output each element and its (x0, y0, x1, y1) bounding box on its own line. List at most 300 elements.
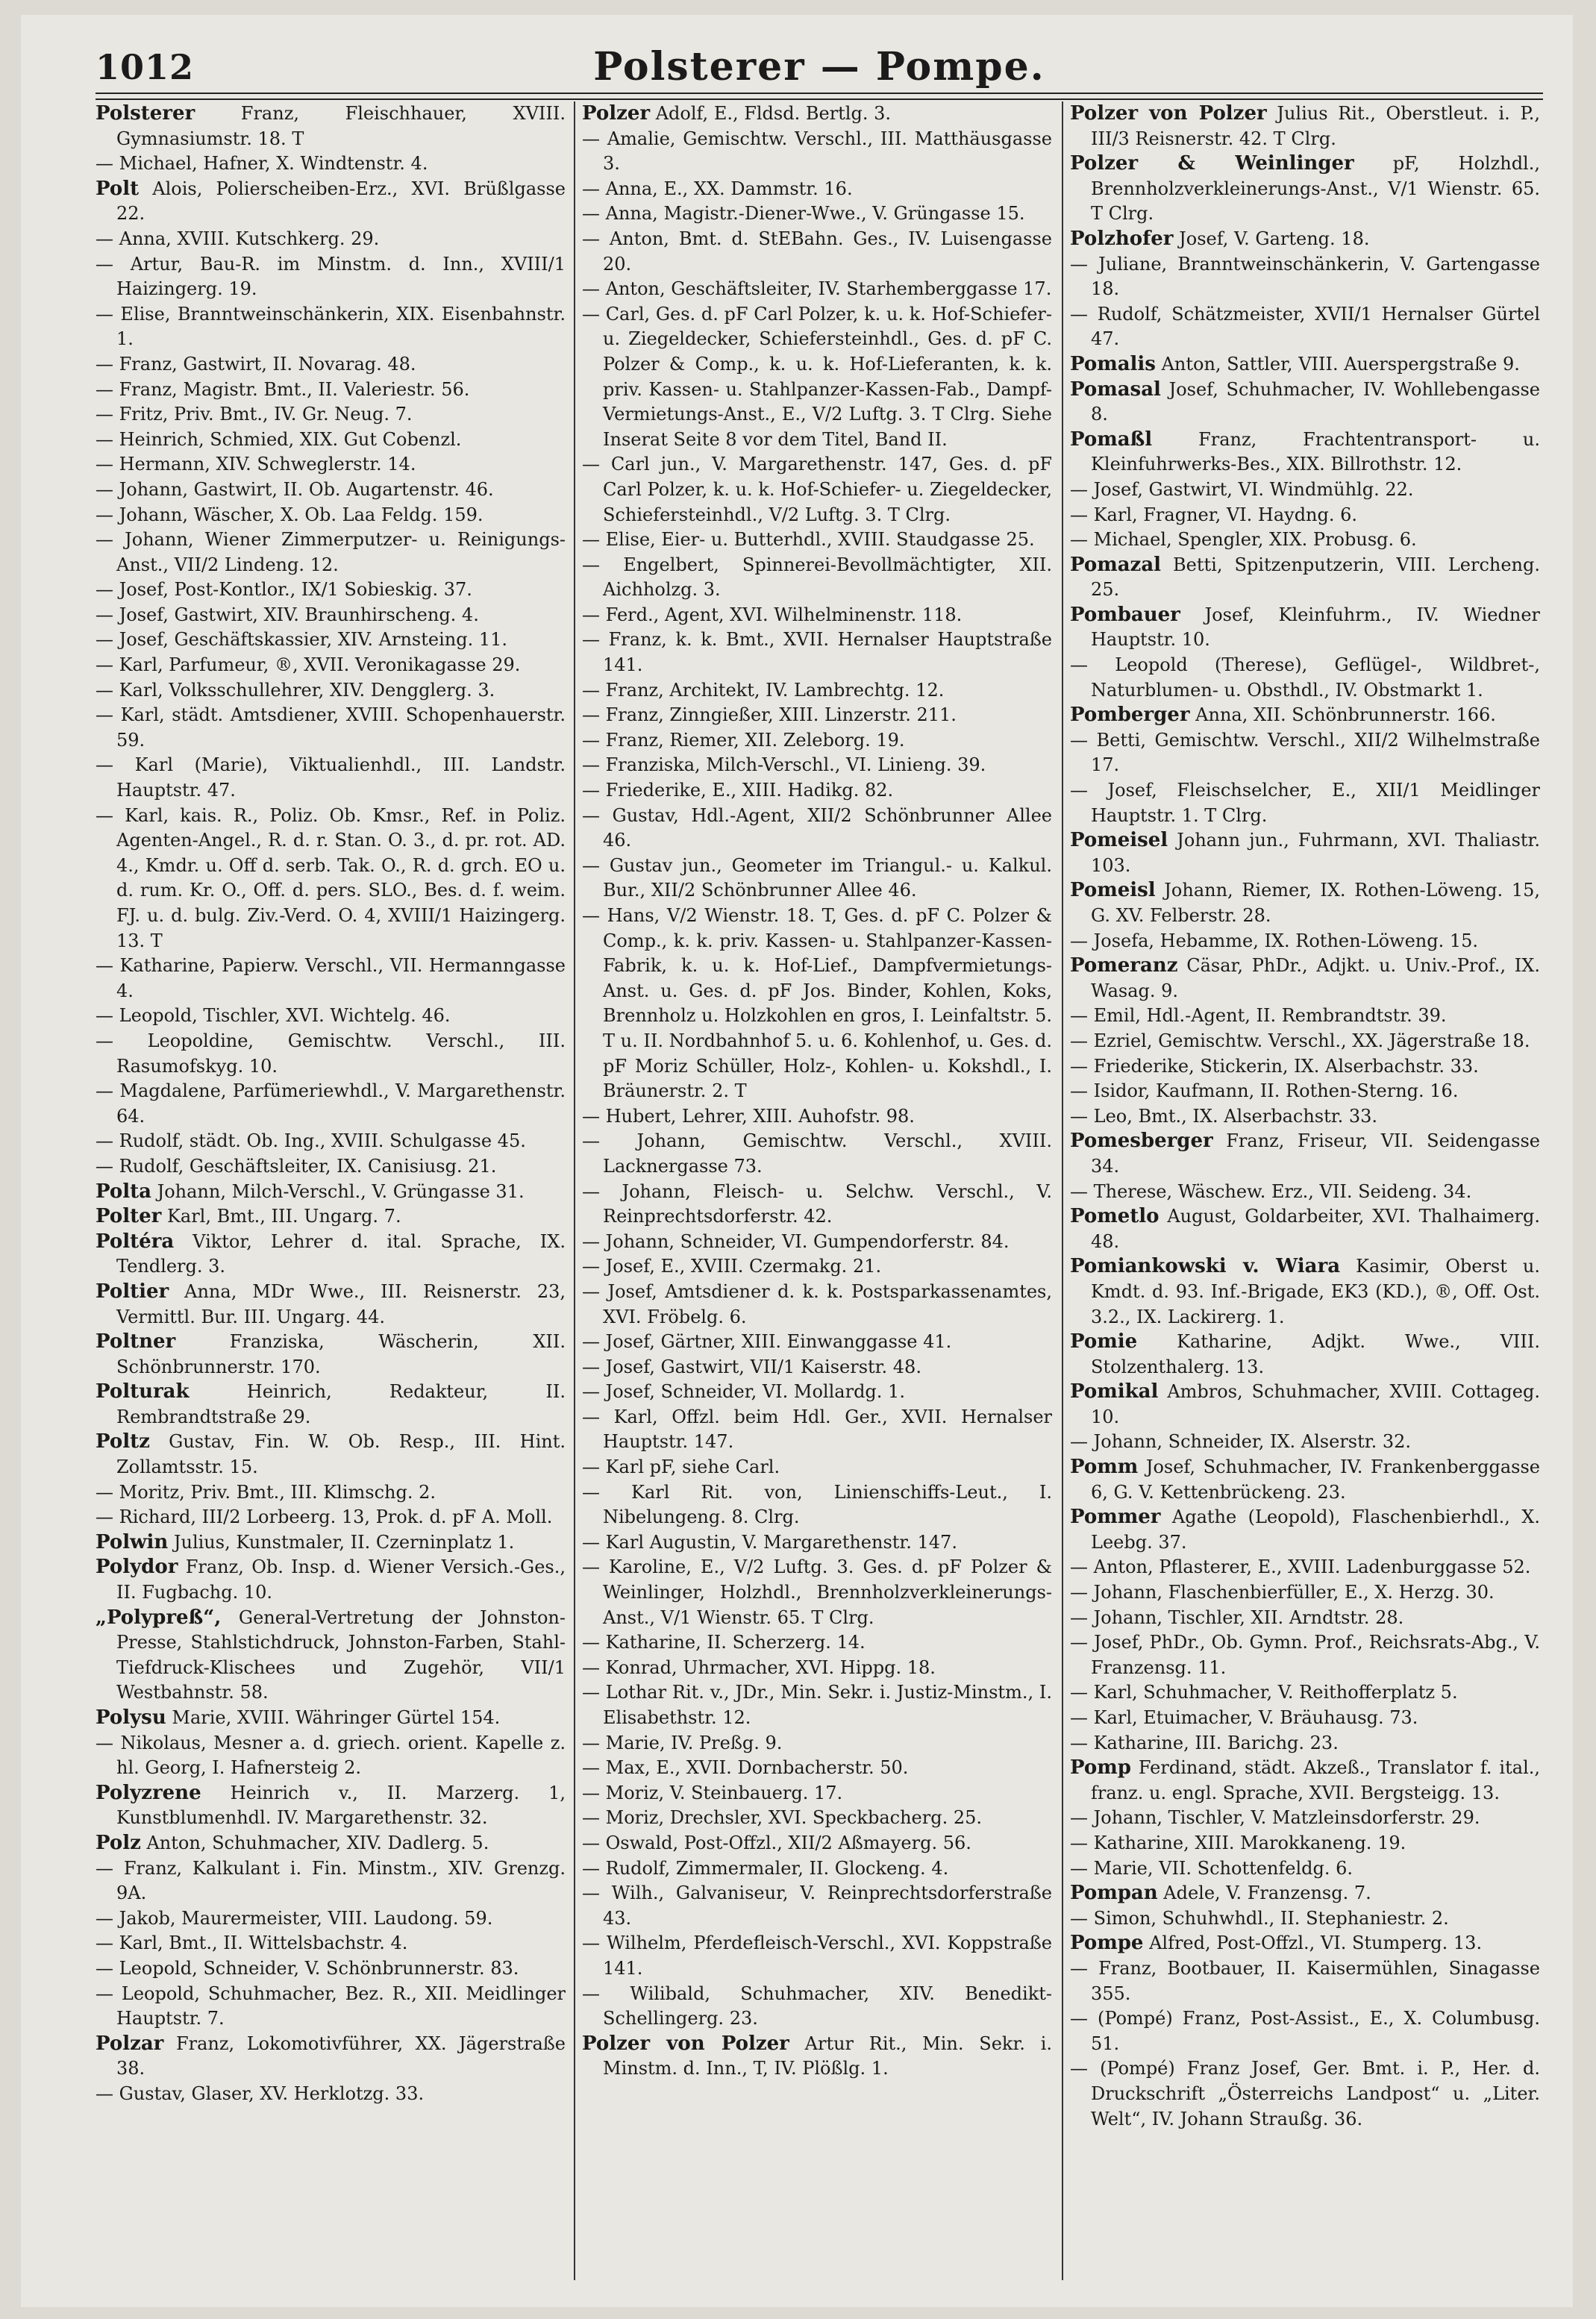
entry-surname: Pomeisl (1070, 879, 1156, 902)
entry-details: Franz, Fleischhauer, XVIII. Gymnasiumstr. 18. T (116, 103, 566, 149)
header-rule (96, 93, 1543, 100)
entry-details: — Josef, Geschäftskassier, XIV. Arnsteing. 11. (96, 629, 508, 651)
entry-surname: Pompe (1070, 1932, 1144, 1955)
directory-entry (582, 904, 1052, 1104)
entry-details: — Juliane, Branntweinschänkerin, V. Gartengasse 18. (1070, 253, 1540, 300)
directory-entry (582, 1254, 1052, 1280)
entry-surname: Pompan (1070, 1882, 1158, 1905)
entry-details: — Josef, Gastwirt, VII/1 Kaiserstr. 48. (582, 1356, 921, 1377)
entry-details: — Wilibald, Schuhmacher, XIV. Benedikt-Schellingerg. 23. (582, 1982, 1052, 2029)
directory-entry (1070, 703, 1540, 728)
entry-details: — Josef, Fleischselcher, E., XII/1 Meidlinger Hauptstr. 1. T Clrg. (1070, 780, 1540, 826)
directory-entry (96, 1430, 566, 1480)
entry-details: Heinrich v., II. Marzerg. 1, Kunstblumenhdl. IV. Margarethenstr. 32. (116, 1782, 566, 1829)
entry-surname: Polzer von Polzer (1070, 102, 1267, 125)
entry-details: — Josef, Gastwirt, VI. Windmühlg. 22. (1070, 478, 1414, 500)
directory-entry (582, 1831, 1052, 1856)
directory-entry (96, 428, 566, 453)
entry-details: Julius Rit., Oberstleut. i. P., III/3 Reisnerstr. 42. T Clrg. (1091, 103, 1540, 149)
entry-details: — Jakob, Maurermeister, VIII. Laudong. 59. (96, 1907, 493, 1929)
directory-entry (582, 277, 1052, 302)
entry-surname: Pomazal (1070, 553, 1162, 576)
entry-details: — Josef, Post-Kontlor., IX/1 Sobieskig. 37. (96, 579, 472, 601)
entry-details: — Konrad, Uhrmacher, XVI. Hippg. 18. (582, 1656, 936, 1678)
entry-details: — Karl, Offzl. beim Hdl. Ger., XVII. Hernalser Hauptstr. 147. (582, 1406, 1052, 1453)
directory-entry (1070, 528, 1540, 553)
entry-details: August, Goldarbeiter, XVI. Thalhaimerg. 48. (1091, 1206, 1540, 1252)
entry-details: — Franz, Magistr. Bmt., II. Valeriestr. 56. (96, 378, 470, 400)
entry-surname: Polzar (96, 2032, 164, 2055)
entry-details: — Wilhelm, Pferdefleisch-Verschl., XVI. Koppstraße 141. (582, 1932, 1052, 1979)
directory-entry (96, 1781, 566, 1831)
directory-entry (96, 252, 566, 302)
directory-entry (96, 1280, 566, 1330)
column-divider (1062, 101, 1063, 2280)
column-divider (574, 101, 575, 2280)
directory-entry (582, 1355, 1052, 1380)
entry-details: — Elise, Eier- u. Butterhdl., XVIII. Staudgasse 25. (582, 529, 1035, 551)
entry-details: Kasimir, Oberst u. Kmdt. d. 93. Inf.-Brigade, EK3 (KD.), ®, Off. Ost. 3.2., IX. Lackirerg. 1. (1091, 1256, 1540, 1327)
directory-entry (1070, 1555, 1540, 1580)
entry-details: — Franz, Architekt, IV. Lambrechtg. 12. (582, 679, 945, 701)
entry-details: Anton, Sattler, VIII. Auerspergstraße 9. (1155, 353, 1520, 375)
directory-entry (1070, 1756, 1540, 1806)
directory-entry (582, 1756, 1052, 1781)
entry-details: — Katharine, XIII. Marokkaneng. 19. (1070, 1832, 1406, 1853)
entry-details: — Gustav jun., Geometer im Triangul.- u. Kalkul. Bur., XII/2 Schönbrunner Allee 46. (582, 854, 1052, 901)
entry-details: Josef, Kleinfuhrm., IV. Wiedner Hauptstr. 10. (1091, 604, 1540, 651)
entry-details: — Betti, Gemischtw. Verschl., XII/2 Wilhelmstraße 17. (1070, 729, 1540, 776)
entry-details: — Johann, Gastwirt, II. Ob. Augartenstr. 46. (96, 478, 494, 500)
directory-entry (96, 603, 566, 628)
entry-details: — Moritz, Priv. Bmt., III. Klimschg. 2. (96, 1481, 436, 1503)
directory-entry (582, 854, 1052, 904)
directory-entry (582, 1129, 1052, 1179)
entry-details: Artur Rit., Min. Sekr. i. Minstm. d. Inn., T, IV. Plößlg. 1. (603, 2032, 1052, 2079)
directory-entry (582, 804, 1052, 854)
entry-details: — Josefa, Hebamme, IX. Rothen-Löweng. 15. (1070, 930, 1479, 951)
directory-entry (582, 703, 1052, 728)
entry-details: — Anton, Pflasterer, E., XVIII. Ladenburggasse 52. (1070, 1556, 1531, 1578)
directory-entry (582, 2032, 1052, 2082)
entry-details: — Leo, Bmt., IX. Alserbachstr. 33. (1070, 1105, 1378, 1127)
directory-entry (1070, 1254, 1540, 1330)
entry-details: Karl, Bmt., III. Ungarg. 7. (161, 1206, 401, 1227)
entry-surname: Poltz (96, 1430, 150, 1453)
directory-entry (1070, 1079, 1540, 1104)
entry-details: Josef, Schuhmacher, IV. Frankenberggasse 6, G. V. Kettenbrückeng. 23. (1091, 1456, 1540, 1503)
directory-entry (96, 1831, 566, 1856)
directory-entry (1070, 878, 1540, 928)
entry-details: — Johann, Gemischtw. Verschl., XVIII. Lacknergasse 73. (582, 1130, 1052, 1177)
entry-surname: Polt (96, 177, 140, 200)
entry-details: — Oswald, Post-Offzl., XII/2 Aßmayerg. 56. (582, 1832, 971, 1853)
entry-surname: Pomie (1070, 1330, 1138, 1353)
entry-details: — Ferd., Agent, XVI. Wilhelminenstr. 118. (582, 604, 963, 625)
entry-details: — Johann, Schneider, VI. Gumpendorferstr. 84. (582, 1230, 1010, 1252)
entry-details: — Karl, Parfumeur, ®, XVII. Veronikagasse 29. (96, 654, 521, 676)
directory-entry (582, 1630, 1052, 1656)
directory-entry (1070, 1606, 1540, 1631)
entry-details: — Anna, XVIII. Kutschkerg. 29. (96, 228, 380, 249)
directory-entry (1070, 1831, 1540, 1856)
directory-entry (96, 352, 566, 378)
directory-entry (1070, 728, 1540, 778)
entry-details: — Anton, Geschäftsleiter, IV. Starhemberggasse 17. (582, 278, 1052, 300)
entry-surname: Polysu (96, 1706, 166, 1729)
entry-details: — Josef, Amtsdiener d. k. k. Postsparkassenamtes, XVI. Fröbelg. 6. (582, 1280, 1052, 1327)
directory-entry (96, 503, 566, 528)
entry-surname: Polz (96, 1831, 141, 1854)
directory-entry (1070, 2006, 1540, 2056)
directory-entry (1070, 1455, 1540, 1505)
directory-entry (582, 1280, 1052, 1330)
entry-surname: Pomiankowski v. Wiara (1070, 1255, 1341, 1278)
directory-entry (1070, 1330, 1540, 1380)
directory-entry (96, 753, 566, 803)
entry-details: — Leopold, Schneider, V. Schönbrunnerstr. 83. (96, 1957, 519, 1979)
directory-entry (582, 1731, 1052, 1756)
entry-details: Johann, Milch-Verschl., V. Grüngasse 31. (151, 1180, 525, 1202)
entry-details: Ferdinand, städt. Akzeß., Translator f. ital., franz. u. engl. Sprache, XVII. Bergsteigg. 13. (1091, 1757, 1540, 1803)
directory-entry (582, 1230, 1052, 1255)
entry-details: — Katharine, Papierw. Verschl., VII. Hermanngasse 4. (96, 955, 566, 1001)
column-2 (582, 101, 1052, 2288)
directory-entry (96, 628, 566, 653)
entry-surname: Pomeisel (1070, 829, 1168, 852)
entry-details: — Fritz, Priv. Bmt., IV. Gr. Neug. 7. (96, 404, 413, 425)
entry-details: pF, Holzhdl., Brennholzverkleinerungs-Anst., V/1 Wienstr. 65. T Clrg. (1091, 153, 1540, 225)
running-title: Polsterer — Pompe. (593, 44, 1045, 90)
entry-details: — Johann, Fleisch- u. Selchw. Verschl., V. Reinprechtsdorferstr. 42. (582, 1180, 1052, 1227)
entry-details: Alfred, Post-Offzl., VI. Stumperg. 13. (1143, 1932, 1483, 1954)
entry-details: — Franz, Kalkulant i. Fin. Minstm., XIV. Grenzg. 9A. (96, 1857, 566, 1904)
entry-details: Betti, Spitzenputzerin, VIII. Lercheng. 25. (1091, 554, 1540, 601)
entry-details: — Hermann, XIV. Schweglerstr. 14. (96, 454, 416, 475)
entry-details: Franz, Lokomotivführer, XX. Jägerstraße 38. (116, 2032, 566, 2079)
entry-details: — Nikolaus, Mesner a. d. griech. orient. Kapelle z. hl. Georg, I. Hafnersteig 2. (96, 1732, 566, 1779)
page-number: 1012 (96, 47, 195, 87)
directory-entry (96, 703, 566, 753)
entry-details: — Josef, Schneider, VI. Mollardg. 1. (582, 1381, 905, 1403)
entry-surname: Polsterer (96, 102, 195, 125)
entry-details: — Engelbert, Spinnerei-Bevollmächtigter, XII. Aichholzg. 3. (582, 554, 1052, 601)
entry-details: — Carl, Ges. d. pF Carl Polzer, k. u. k. Hof-Schiefer- u. Ziegeldecker, Schiefersteinhdl., Ges. d. pF C. Polzer & Comp., k. u. k. Hof-Lieferanten, k. k. priv. Kassen- u. Stahlpanzer-Kassen-Fab., Dampf-Vermietungs-Anst., E., V/2 Luftg. 3. T Clrg. Siehe Inserat Seite 8 vor dem Titel, Band II. (582, 303, 1052, 450)
directory-entry (1070, 478, 1540, 503)
directory-entry (96, 1706, 566, 1731)
directory-entry (582, 628, 1052, 677)
entry-details: — Marie, VII. Schottenfeldg. 6. (1070, 1857, 1354, 1879)
entry-details: Anna, MDr Wwe., III. Reisnerstr. 23, Vermittl. Bur. III. Ungarg. 44. (116, 1280, 566, 1327)
entry-details: — Michael, Hafner, X. Windtenstr. 4. (96, 153, 428, 175)
directory-entry (96, 528, 566, 578)
directory-entry (582, 1555, 1052, 1630)
entry-details: — Isidor, Kaufmann, II. Rothen-Sterng. 16. (1070, 1080, 1459, 1102)
entry-details: — Karl, Bmt., II. Wittelsbachstr. 4. (96, 1932, 408, 1954)
entry-details: General-Vertretung der Johnston-Presse, Stahlstichdruck, Johnston-Farben, Stahl-Tiefdruck-Klischees und Zugehör, VII/1 Westbahnstr. 58. (116, 1606, 566, 1703)
directory-entry (96, 1004, 566, 1029)
directory-entry (96, 1480, 566, 1506)
entry-surname: „Polypreß“, (96, 1606, 222, 1629)
directory-entry (96, 1906, 566, 1932)
entry-details: — Richard, III/2 Lorbeerg. 13, Prok. d. pF A. Moll. (96, 1506, 553, 1528)
entry-details: — Hans, V/2 Wienstr. 18. T, Ges. d. pF C. Polzer & Comp., k. k. priv. Kassen- u. Stahlpanzer-Kassen-Fabrik, k. u. k. Hof-Lief., Dampfvermietungs-Anst. u. Ges. d. pF Jos. Binder, Kohlen, Koks, Brennholz u. Holzkohlen en gros, I. Leinfaltstr. 5. T u. II. Nordbahnhof 5. u. 6. Kohlenhof, u. Ges. d. pF Moriz Schüller, Holz-, Kohlen- u. Kokshdl., I. Bräunerstr. 2. T (582, 905, 1052, 1102)
entry-details: — Leopold (Therese), Geflügel-, Wildbret-, Naturblumen- u. Obsthdl., IV. Obstmarkt 1. (1070, 654, 1540, 701)
directory-entry (1070, 1380, 1540, 1430)
directory-entry (96, 2032, 566, 2082)
directory-entry (1070, 378, 1540, 428)
entry-details: — Lothar Rit. v., JDr., Min. Sekr. i. Justiz-Minstm., I. Elisabethstr. 12. (582, 1682, 1052, 1728)
directory-entry (96, 1731, 566, 1781)
directory-entry (1070, 227, 1540, 252)
directory-entry (1070, 2056, 1540, 2132)
entry-details: — Rudolf, Schätzmeister, XVII/1 Hernalser Gürtel 47. (1070, 303, 1540, 350)
entry-details: Anton, Schuhmacher, XIV. Dadlerg. 5. (140, 1832, 489, 1853)
entry-surname: Polzer & Weinlinger (1070, 152, 1354, 175)
directory-entry (96, 227, 566, 252)
entry-details: — Johann, Tischler, XII. Arndtstr. 28. (1070, 1606, 1404, 1628)
directory-entry (1070, 1956, 1540, 2006)
directory-entry (1070, 603, 1540, 653)
entry-details: — Katharine, II. Scherzerg. 14. (582, 1632, 866, 1653)
directory-entry (1070, 553, 1540, 603)
entry-surname: Pommer (1070, 1506, 1161, 1529)
entry-details: Katharine, Adjkt. Wwe., VIII. Stolzenthalerg. 13. (1091, 1331, 1540, 1377)
entry-details: — Karl, kais. R., Poliz. Ob. Kmsr., Ref. in Poliz. Agenten-Angel., R. d. r. Stan. O. 3., d. pr. rot. AD. 4., Kmdr. u. Off d. serb. Tak. O., R. d. grch. EO u. d. rum. Kr. O., Off. d. pers. SLO., Bes. d. f. weim. FJ. u. d. bulg. Ziv.-Verd. O. 4, XVIII/1 Haizingerg. 13. T (96, 804, 566, 951)
entry-surname: Pomm (1070, 1456, 1139, 1479)
directory-entry (582, 1330, 1052, 1355)
directory-entry (96, 1230, 566, 1280)
entry-details: — Marie, IV. Preßg. 9. (582, 1732, 783, 1753)
directory-entry (1070, 151, 1540, 227)
directory-entry (1070, 954, 1540, 1004)
directory-entry (582, 1405, 1052, 1455)
entry-details: — Franz, k. k. Bmt., XVII. Hernalser Hauptstraße 141. (582, 629, 1052, 676)
directory-entry (582, 553, 1052, 603)
entry-surname: Polter (96, 1205, 162, 1228)
directory-entry (1070, 1204, 1540, 1254)
entry-details: — Josef, E., XVIII. Czermakg. 21. (582, 1256, 882, 1277)
directory-entry (1070, 1430, 1540, 1455)
entry-surname: Pomalis (1070, 352, 1156, 375)
entry-details: — Johann, Flaschenbierfüller, E., X. Herzg. 30. (1070, 1582, 1495, 1603)
directory-entry (1070, 1505, 1540, 1555)
entry-details: — Wilh., Galvaniseur, V. Reinprechtsdorferstraße 43. (582, 1883, 1052, 1929)
directory-entry (582, 1455, 1052, 1480)
directory-entry (96, 2082, 566, 2107)
entry-details: Alois, Polierscheiben-Erz., XVI. Brüßlgasse 22. (116, 178, 566, 225)
entry-surname: Polzhofer (1070, 227, 1174, 250)
directory-entry (1070, 1029, 1540, 1054)
directory-entry (96, 151, 566, 177)
entry-details: — Josef, Gastwirt, XIV. Braunhirscheng. 4. (96, 604, 479, 625)
directory-entry (96, 1330, 566, 1380)
entry-details: — Karl (Marie), Viktualienhdl., III. Landstr. Hauptstr. 47. (96, 754, 566, 801)
entry-details: — Moriz, V. Steinbauerg. 17. (582, 1782, 843, 1803)
entry-details: — Simon, Schuhwhdl., II. Stephaniestr. 2. (1070, 1907, 1449, 1929)
page-header (96, 41, 1543, 93)
entry-details: — Karl, Volksschullehrer, XIV. Dengglerg. 3. (96, 679, 495, 701)
entry-surname: Pomesberger (1070, 1130, 1213, 1153)
directory-entry (582, 227, 1052, 277)
directory-entry (1070, 1806, 1540, 1831)
entry-surname: Pomberger (1070, 704, 1190, 727)
entry-details: Gustav, Fin. W. Ob. Resp., III. Hint. Zollamtsstr. 15. (116, 1431, 566, 1478)
entry-details: — Karoline, E., V/2 Luftg. 3. Ges. d. pF Polzer & Weinlinger, Holzhdl., Brennholzverkleinerungs-Anst., V/1 Wienstr. 65. T Clrg. (582, 1556, 1052, 1628)
directory-entry (1070, 1104, 1540, 1130)
directory-entry (96, 678, 566, 704)
entry-details: — Anton, Bmt. d. StEBahn. Ges., IV. Luisengasse 20. (582, 228, 1052, 275)
entry-details: Johann, Riemer, IX. Rothen-Löweng. 15, G. XV. Felberstr. 28. (1091, 880, 1540, 926)
entry-details: — Artur, Bau-R. im Minstm. d. Inn., XVIII/1 Haizingerg. 19. (96, 253, 566, 300)
directory-entry (582, 728, 1052, 754)
directory-entry (582, 1104, 1052, 1130)
entry-details: Marie, XVIII. Währinger Gürtel 154. (166, 1707, 501, 1728)
entry-details: Julius, Kunstmaler, II. Czerninplatz 1. (168, 1531, 515, 1553)
directory-entry (96, 478, 566, 503)
entry-details: — Johann, Wiener Zimmerputzer- u. Reinigungs-Anst., VII/2 Lindeng. 12. (96, 529, 566, 575)
entry-details: — Karl pF, siehe Carl. (582, 1456, 780, 1478)
directory-entry (582, 1180, 1052, 1230)
directory-entry (96, 1029, 566, 1079)
entry-details: Agathe (Leopold), Flaschenbierhdl., X. Leebg. 37. (1091, 1506, 1540, 1553)
entry-details: — Johann, Wäscher, X. Ob. Laa Feldg. 159. (96, 504, 484, 525)
entry-surname: Pomeranz (1070, 954, 1178, 977)
directory-entry (582, 1881, 1052, 1931)
entry-details: Johann jun., Fuhrmann, XVI. Thaliastr. 103. (1091, 830, 1540, 876)
directory-entry (96, 1956, 566, 1982)
directory-entry (96, 804, 566, 954)
entry-details: — (Pompé) Franz, Post-Assist., E., X. Columbusg. 51. (1070, 2008, 1540, 2054)
entry-surname: Pometlo (1070, 1205, 1160, 1228)
entry-details: — Gustav, Glaser, XV. Herklotzg. 33. (96, 2082, 425, 2104)
directory-entry (96, 1079, 566, 1129)
entry-details: — Karl, städt. Amtsdiener, XVIII. Schopenhauerstr. 59. (96, 704, 566, 751)
directory-entry (96, 1204, 566, 1230)
directory-entry (1070, 1004, 1540, 1029)
directory-entry (1070, 1856, 1540, 1882)
directory-entry (1070, 101, 1540, 151)
directory-entry (582, 753, 1052, 778)
entry-details: — Emil, Hdl.-Agent, II. Rembrandtstr. 39. (1070, 1005, 1447, 1027)
entry-details: — Magdalene, Parfümeriewhdl., V. Margarethenstr. 64. (96, 1080, 566, 1127)
directory-entry (96, 1530, 566, 1556)
entry-details: — Max, E., XVII. Dornbacherstr. 50. (582, 1757, 909, 1779)
entry-details: — Friederike, Stickerin, IX. Alserbachstr. 33. (1070, 1055, 1479, 1077)
entry-details: Adolf, E., Fldsd. Bertlg. 3. (650, 103, 891, 124)
directory-entry (582, 101, 1052, 127)
directory-entry (96, 653, 566, 678)
directory-entry (582, 1530, 1052, 1556)
entry-surname: Polzer (582, 102, 651, 125)
entry-details: — Karl Rit. von, Linienschiffs-Leut., I. Nibelungeng. 8. Clrg. (582, 1481, 1052, 1528)
directory-entry (582, 1856, 1052, 1882)
directory-entry (1070, 1706, 1540, 1731)
entry-details: — Rudolf, Geschäftsleiter, IX. Canisiusg. 21. (96, 1155, 497, 1177)
entry-surname: Polta (96, 1180, 151, 1203)
entry-surname: Poltéra (96, 1230, 175, 1253)
entry-details: Franziska, Wäscherin, XII. Schönbrunnerstr. 170. (116, 1331, 566, 1377)
column-3 (1070, 101, 1540, 2288)
directory-entry (582, 1806, 1052, 1831)
directory-entry (96, 1129, 566, 1154)
entry-details: — Amalie, Gemischtw. Verschl., III. Matthäusgasse 3. (582, 128, 1052, 175)
entry-details: — (Pompé) Franz Josef, Ger. Bmt. i. P., Her. d. Druckschrift „Österreichs Landpost“ u. „Liter. Welt“, IV. Johann Straußg. 36. (1070, 2058, 1540, 2129)
directory-entry (96, 1856, 566, 1906)
directory-entry (1070, 929, 1540, 954)
entry-details: — Karl, Schuhmacher, V. Reithofferplatz 5. (1070, 1682, 1458, 1703)
entry-surname: Polwin (96, 1530, 169, 1553)
entry-details: — Heinrich, Schmied, XIX. Gut Cobenzl. (96, 428, 462, 450)
directory-entry (96, 1154, 566, 1180)
directory-entry (582, 1380, 1052, 1405)
entry-surname: Polydor (96, 1556, 178, 1579)
directory-entry (582, 127, 1052, 177)
entry-surname: Poltier (96, 1280, 169, 1303)
entry-details: — Friederike, E., XIII. Hadikg. 82. (582, 780, 894, 801)
entry-details: Franz, Ob. Insp. d. Wiener Versich.-Ges., II. Fugbachg. 10. (116, 1556, 566, 1603)
directory-entry (96, 1180, 566, 1205)
directory-entry (1070, 302, 1540, 352)
directory-entry (1070, 1054, 1540, 1080)
directory-columns (96, 101, 1543, 2288)
entry-details: — Carl jun., V. Margarethenstr. 147, Ges. d. pF Carl Polzer, k. u. k. Hof-Schiefer- u. Ziegeldecker, Schiefersteinhdl., V/2 Luftg. 3. T Clrg. (582, 454, 1052, 525)
entry-details: Franz, Frachtentransport- u. Kleinfuhrwerks-Bes., XIX. Billrothstr. 12. (1091, 428, 1540, 475)
entry-surname: Pomaßl (1070, 428, 1153, 451)
directory-entry (1070, 1180, 1540, 1205)
entry-details: — Franziska, Milch-Verschl., VI. Linieng. 39. (582, 754, 986, 776)
entry-details: — Anna, E., XX. Dammstr. 16. (582, 178, 853, 199)
directory-entry (1070, 1731, 1540, 1756)
directory-entry (582, 528, 1052, 553)
entry-details: Viktor, Lehrer d. ital. Sprache, IX. Tendlerg. 3. (116, 1230, 566, 1277)
directory-entry (1070, 1580, 1540, 1606)
entry-details: — Ezriel, Gemischtw. Verschl., XX. Jägerstraße 18. (1070, 1030, 1530, 1051)
entry-details: — Moriz, Drechsler, XVI. Speckbacherg. 25. (582, 1807, 982, 1829)
directory-entry (582, 1982, 1052, 2032)
directory-entry (582, 1656, 1052, 1681)
entry-details: — Gustav, Hdl.-Agent, XII/2 Schönbrunner Allee 46. (582, 804, 1052, 851)
entry-details: Heinrich, Redakteur, II. Rembrandtstraße 29. (116, 1381, 566, 1427)
entry-details: — Josef, Gärtner, XIII. Einwanggasse 41. (582, 1331, 952, 1353)
entry-details: — Rudolf, Zimmermaler, II. Glockeng. 4. (582, 1857, 949, 1879)
entry-details: — Josef, PhDr., Ob. Gymn. Prof., Reichsrats-Abg., V. Franzensg. 11. (1070, 1632, 1540, 1678)
directory-entry (1070, 653, 1540, 703)
entry-details: — Franz, Gastwirt, II. Novarag. 48. (96, 353, 416, 375)
directory-entry (582, 1480, 1052, 1530)
directory-entry (96, 101, 566, 151)
directory-entry (582, 1931, 1052, 1981)
entry-details: — Karl, Etuimacher, V. Bräuhausg. 73. (1070, 1707, 1418, 1728)
entry-details: Ambros, Schuhmacher, XVIII. Cottageg. 10. (1091, 1381, 1540, 1427)
directory-entry (96, 402, 566, 428)
entry-surname: Polyzrene (96, 1781, 201, 1804)
directory-entry (582, 603, 1052, 628)
directory-entry (1070, 252, 1540, 302)
directory-entry (96, 177, 566, 227)
entry-surname: Pombauer (1070, 603, 1180, 626)
entry-details: — Karl, Fragner, VI. Haydng. 6. (1070, 504, 1358, 525)
entry-details: — Leopoldine, Gemischtw. Verschl., III. Rasumofskyg. 10. (96, 1030, 566, 1077)
entry-surname: Poltner (96, 1330, 176, 1353)
entry-details: — Johann, Schneider, IX. Alserstr. 32. (1070, 1431, 1412, 1453)
directory-entry (582, 678, 1052, 704)
entry-details: — Anna, Magistr.-Diener-Wwe., V. Grüngasse 15. (582, 203, 1025, 225)
directory-entry (582, 452, 1052, 528)
directory-entry (96, 1505, 566, 1530)
directory-entry (582, 1680, 1052, 1730)
directory-entry (96, 452, 566, 478)
